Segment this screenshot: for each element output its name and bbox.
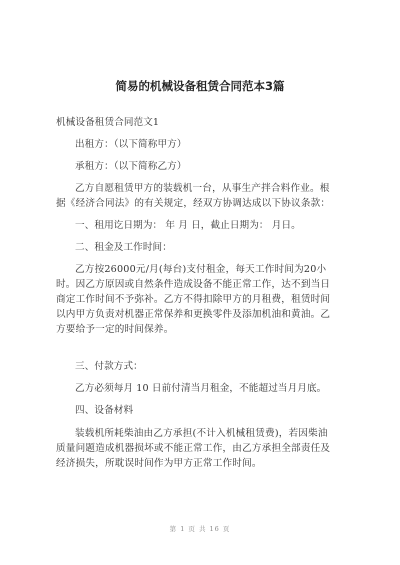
paragraph-line: 质量问题造成机器损坏或不能正常工作，由乙方承担全部责任及 <box>56 443 331 454</box>
section-4-heading: 四、设备材料 <box>75 405 134 416</box>
paragraph-line: 经济损失，所耽误时间作为甲方正常工作时间。 <box>56 458 262 469</box>
paragraph-line: 方要给予一定的时间保养。 <box>56 324 174 335</box>
section-2-heading: 二、租金及工作时间： <box>75 242 172 253</box>
paragraph-line: 乙方自愿租赁甲方的装载机一台，从事生产拌合料作业。根 <box>75 183 330 194</box>
section-3-line: 乙方必须每月 10 日前付清当月租金，不能超过当月月底。 <box>75 383 327 394</box>
section-3-heading: 三、付款方式： <box>75 361 143 372</box>
lessor-line: 出租方：（以下简称甲方） <box>75 139 187 150</box>
document-title: 简易的机械设备租赁合同范本3篇 <box>115 79 285 93</box>
paragraph-line: 时。因乙方原因或自然条件造成设备不能正常工作，达不到当日 <box>56 279 331 290</box>
page-footer: 第 1 页 共 16 页 <box>169 525 231 533</box>
section-2-paragraph <box>56 262 352 337</box>
paragraph-line: 据《经济合同法》的有关规定，经双方协调达成以下协议条款： <box>56 198 331 209</box>
paragraph-line: 商定工作时间不予弥补。乙方不得扣除甲方的月租费，租赁时间 <box>56 294 331 305</box>
paragraph-line: 装载机所耗柴油由乙方承担(不计入机械租赁费)，若因柴油 <box>75 428 328 439</box>
paragraph-line: 以内甲方负责对机器正常保养和更换零件及添加机油和黄油。乙 <box>56 309 331 320</box>
contract-subtitle: 机械设备租赁合同范文1 <box>56 117 160 128</box>
paragraph-line: 乙方按26000元/月(每台)支付租金，每天工作时间为20小 <box>75 264 327 275</box>
lessee-line: 承租方：（以下简称乙方） <box>75 161 187 172</box>
section-4-paragraph <box>56 426 352 471</box>
lease-period-line: 一、租用讫日期为： 年 月 日，截止日期为： 月日。 <box>75 220 301 231</box>
intro-paragraph <box>56 181 352 211</box>
